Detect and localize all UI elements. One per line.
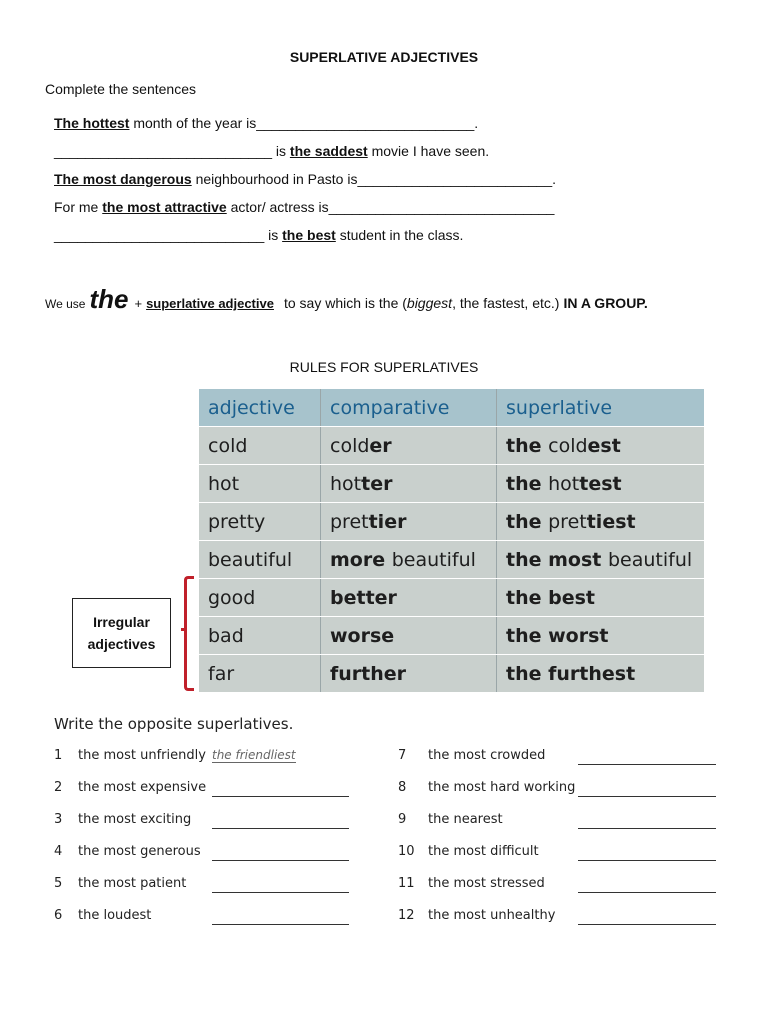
rule-we-use: We use — [45, 297, 86, 311]
header-adjective: adjective — [199, 389, 321, 427]
exercise-item — [398, 876, 545, 896]
exercise-number: 9 — [398, 812, 407, 827]
word-part: beautiful — [607, 548, 693, 571]
table-row — [199, 427, 704, 465]
exercise-number: 6 — [54, 908, 63, 923]
sentence-4 — [54, 199, 554, 215]
word-part: tiest — [586, 510, 636, 533]
cell-superlative — [497, 503, 705, 541]
exercise-prompt: the most expensive — [78, 780, 207, 795]
exercise-prompt: the most stressed — [428, 876, 545, 891]
answer-blank[interactable] — [212, 892, 349, 893]
word-part: beautiful — [391, 548, 476, 571]
exercise-prompt: the most crowded — [428, 748, 546, 763]
exercise-answer: the friendliest — [212, 748, 296, 762]
exercise-number: 3 — [54, 812, 63, 827]
word-part: pret — [330, 510, 369, 533]
exercise-item — [54, 748, 296, 768]
exercise-item — [398, 748, 546, 768]
sentence-2 — [54, 143, 489, 159]
exercise-item — [54, 780, 207, 800]
word-part: the — [506, 662, 549, 685]
word-part: furthest — [548, 662, 636, 685]
answer-blank[interactable] — [578, 924, 716, 925]
word-part: pret — [548, 510, 587, 533]
sentence-pre: For me — [54, 199, 103, 215]
cell-comparative — [321, 465, 497, 503]
irregular-bracket-tick — [181, 628, 187, 631]
rule-text-1: to say which is the ( — [283, 295, 407, 311]
exercise-number: 5 — [54, 876, 63, 891]
exercise-prompt: the nearest — [428, 812, 503, 827]
rule-in-a-group: IN A GROUP. — [563, 295, 648, 311]
word-part: the most — [506, 548, 608, 571]
word-part: the — [506, 472, 549, 495]
rule-plus: + — [134, 296, 143, 311]
cell-superlative — [497, 465, 705, 503]
exercise-item — [54, 844, 201, 864]
sentence-5 — [54, 227, 463, 243]
answer-blank[interactable] — [578, 892, 716, 893]
rule-biggest: biggest — [406, 295, 453, 311]
cell-superlative — [497, 617, 705, 655]
word-part: the — [506, 434, 549, 457]
exercise-prompt: the most exciting — [78, 812, 192, 827]
table-header-row — [199, 389, 704, 427]
word-part: ter — [361, 472, 393, 495]
header-comparative: comparative — [321, 389, 497, 427]
cell-adjective: pretty — [199, 503, 321, 541]
answer-blank[interactable] — [212, 924, 349, 925]
irregular-label-line-2: adjectives — [87, 636, 156, 652]
exercise-number: 7 — [398, 748, 407, 763]
exercise-number: 1 — [54, 748, 63, 763]
sentence-bold: the best — [282, 227, 336, 243]
exercise-number: 8 — [398, 780, 407, 795]
table-row — [199, 617, 704, 655]
exercise-number: 11 — [398, 876, 415, 891]
exercise-item — [54, 812, 192, 832]
word-part: the best — [506, 586, 595, 609]
sentence-bold: The hottest — [54, 115, 130, 131]
word-part: er — [369, 434, 392, 457]
table-row — [199, 655, 704, 693]
answer-blank[interactable] — [212, 796, 349, 797]
sentence-bold: The most dangerous — [54, 171, 192, 187]
word-part: the worst — [506, 624, 609, 647]
sentence-bold: the most attractive — [102, 199, 227, 215]
table-row — [199, 503, 704, 541]
word-part: tier — [368, 510, 407, 533]
sentence-1 — [54, 115, 478, 131]
exercise-prompt: the most difficult — [428, 844, 539, 859]
exercise-item — [398, 908, 556, 928]
answer-blank[interactable] — [578, 860, 716, 861]
word-part: better — [330, 586, 397, 609]
cell-comparative — [321, 617, 497, 655]
sentence-post: neighbourhood in Pasto is_________________________. — [191, 171, 557, 187]
cell-superlative — [497, 541, 705, 579]
word-part: more — [330, 548, 392, 571]
cell-comparative — [321, 503, 497, 541]
word-part: cold — [548, 434, 588, 457]
answer-blank[interactable] — [578, 796, 716, 797]
exercise-prompt: the most generous — [78, 844, 201, 859]
answer-blank[interactable] — [212, 828, 349, 829]
header-superlative: superlative — [497, 389, 705, 427]
rule-statement — [45, 284, 648, 315]
table-row — [199, 579, 704, 617]
sentence-post: student in the class. — [335, 227, 464, 243]
cell-adjective: beautiful — [199, 541, 321, 579]
irregular-label-line-1: Irregular — [93, 614, 150, 630]
cell-adjective: bad — [199, 617, 321, 655]
word-part: worse — [330, 624, 395, 647]
exercise-title: Write the opposite superlatives. — [54, 715, 294, 733]
cell-adjective: cold — [199, 427, 321, 465]
exercise-prompt: the most unhealthy — [428, 908, 556, 923]
sentence-pre: ____________________________ is — [54, 143, 290, 159]
exercise-item — [54, 908, 152, 928]
irregular-adjectives-label — [72, 598, 171, 668]
cell-comparative — [321, 427, 497, 465]
cell-adjective: good — [199, 579, 321, 617]
answer-blank[interactable] — [212, 860, 349, 861]
word-part: further — [330, 662, 407, 685]
cell-comparative — [321, 655, 497, 693]
superlatives-rules-table — [199, 389, 704, 693]
instruction-text: Complete the sentences — [45, 81, 196, 97]
exercise-item — [398, 844, 539, 864]
rule-text-2: , the fastest, etc.) — [452, 295, 560, 311]
sentence-bold: the saddest — [289, 143, 368, 159]
answer-blank[interactable] — [578, 764, 716, 765]
table-row — [199, 541, 704, 579]
cell-superlative — [497, 579, 705, 617]
word-part: test — [579, 472, 622, 495]
page-title: SUPERLATIVE ADJECTIVES — [289, 49, 479, 65]
cell-superlative — [497, 655, 705, 693]
rule-the: the — [89, 284, 129, 314]
exercise-number: 2 — [54, 780, 63, 795]
exercise-prompt: the most unfriendly — [78, 748, 206, 763]
exercise-prompt: the loudest — [78, 908, 152, 923]
irregular-bracket — [184, 576, 194, 691]
table-row — [199, 465, 704, 503]
word-part: the — [506, 510, 549, 533]
cell-superlative — [497, 427, 705, 465]
word-part: est — [587, 434, 621, 457]
cell-adjective: far — [199, 655, 321, 693]
word-part: hot — [548, 472, 580, 495]
exercise-number: 10 — [398, 844, 415, 859]
sentence-pre: ___________________________ is — [54, 227, 283, 243]
rule-superlative-adjective: superlative adjective — [146, 296, 274, 311]
cell-adjective: hot — [199, 465, 321, 503]
cell-comparative — [321, 541, 497, 579]
exercise-item — [54, 876, 187, 896]
rules-title: RULES FOR SUPERLATIVES — [289, 359, 479, 375]
sentence-post: month of the year is____________________________. — [129, 115, 479, 131]
word-part: cold — [330, 434, 370, 457]
exercise-item — [398, 780, 576, 800]
sentence-post: movie I have seen. — [367, 143, 490, 159]
sentence-3 — [54, 171, 556, 187]
exercise-prompt: the most patient — [78, 876, 187, 891]
exercise-prompt: the most hard working — [428, 780, 576, 795]
exercise-number: 12 — [398, 908, 415, 923]
exercise-item — [398, 812, 503, 832]
answer-blank[interactable] — [578, 828, 716, 829]
word-part: hot — [330, 472, 362, 495]
cell-comparative — [321, 579, 497, 617]
exercise-number: 4 — [54, 844, 63, 859]
sentence-post: actor/ actress is_____________________________ — [226, 199, 555, 215]
